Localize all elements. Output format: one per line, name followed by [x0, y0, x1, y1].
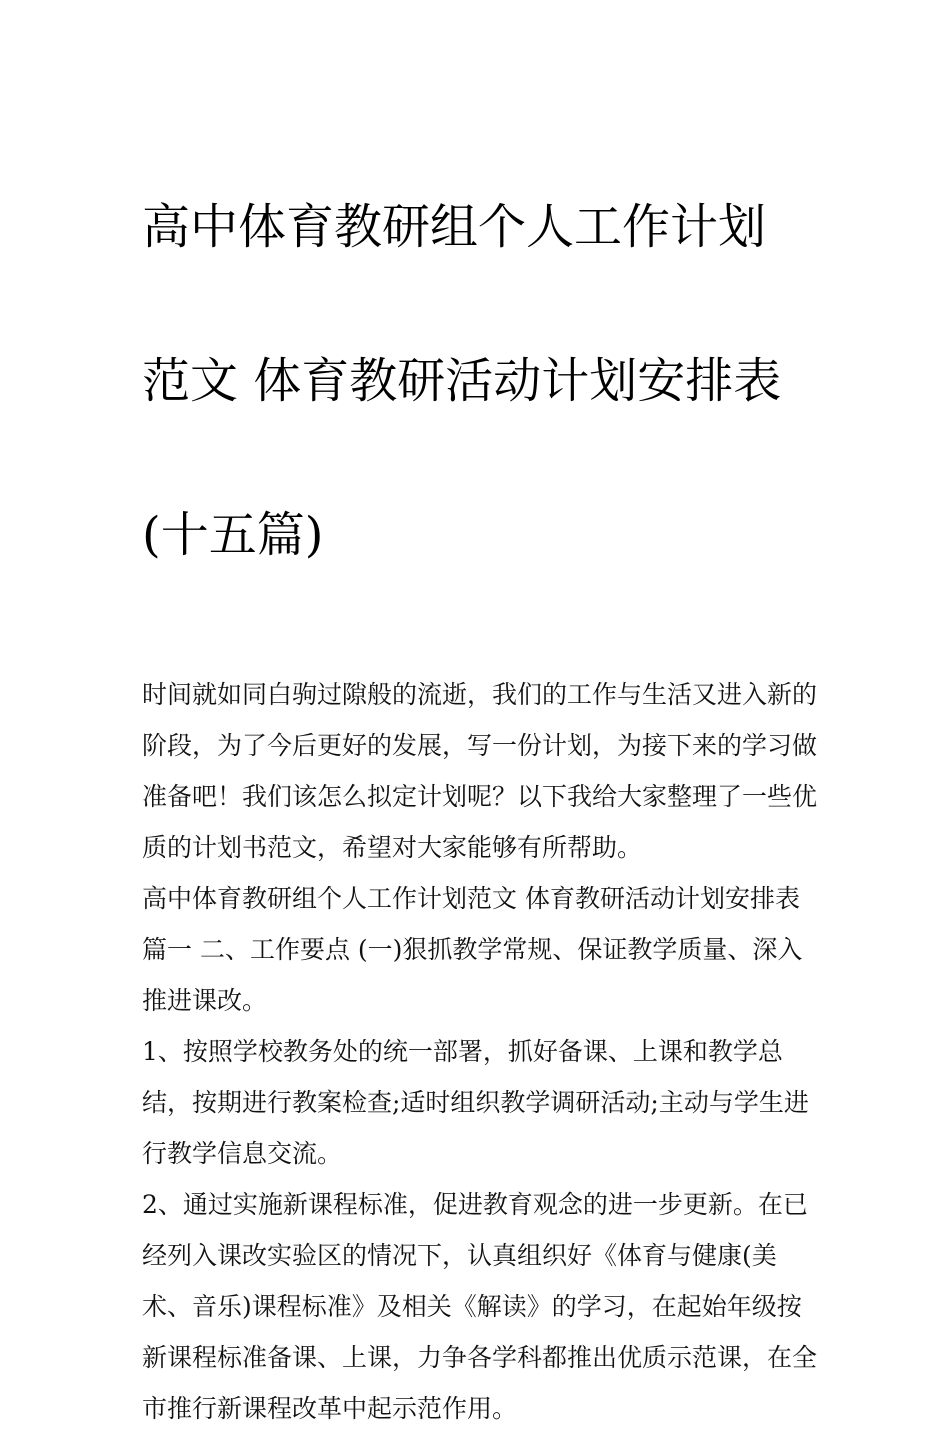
- title-line: (十五篇): [142, 507, 324, 563]
- paragraph-section-heading: [142, 873, 822, 1026]
- document-content: [142, 112, 822, 1434]
- paragraph-line: 篇一 二、工作要点 (一)狠抓教学常规、保证教学质量、深入: [142, 935, 803, 964]
- paragraph-line: 术、音乐)课程标准》及相关《解读》的学习，在起始年级按: [142, 1292, 802, 1321]
- document-title: [142, 112, 822, 651]
- paragraph-line: 推进课改。: [142, 986, 268, 1015]
- paragraph-line: 准备吧！我们该怎么拟定计划呢？以下我给大家整理了一些优: [142, 782, 818, 811]
- paragraph-line: 阶段，为了今后更好的发展，写一份计划，为接下来的学习做: [142, 731, 818, 760]
- document-body: [142, 669, 822, 1434]
- paragraph-line: 行教学信息交流。: [142, 1139, 343, 1168]
- paragraph-line: 结，按期进行教案检查;适时组织教学调研活动;主动与学生进: [142, 1088, 809, 1117]
- paragraph-line: 市推行新课程改革中起示范作用。: [142, 1394, 518, 1423]
- paragraph-line: 经列入课改实验区的情况下，认真组织好《体育与健康(美: [142, 1241, 777, 1270]
- paragraph-line: 1、按照学校教务处的统一部署，抓好备课、上课和教学总: [142, 1037, 783, 1066]
- paragraph-line: 2、通过实施新课程标准，促进教育观念的进一步更新。在已: [142, 1190, 808, 1219]
- paragraph-item-2: [142, 1179, 822, 1434]
- paragraph-line: 质的计划书范文，希望对大家能够有所帮助。: [142, 833, 643, 862]
- title-line: 范文 体育教研活动计划安排表: [142, 353, 782, 409]
- paragraph-intro: [142, 669, 822, 873]
- paragraph-item-1: [142, 1026, 822, 1179]
- paragraph-line: 高中体育教研组个人工作计划范文 体育教研活动计划安排表: [142, 884, 800, 913]
- paragraph-line: 新课程标准备课、上课，力争各学科都推出优质示范课，在全: [142, 1343, 818, 1372]
- title-line: 高中体育教研组个人工作计划: [142, 199, 767, 255]
- paragraph-line: 时间就如同白驹过隙般的流逝，我们的工作与生活又进入新的: [142, 680, 818, 709]
